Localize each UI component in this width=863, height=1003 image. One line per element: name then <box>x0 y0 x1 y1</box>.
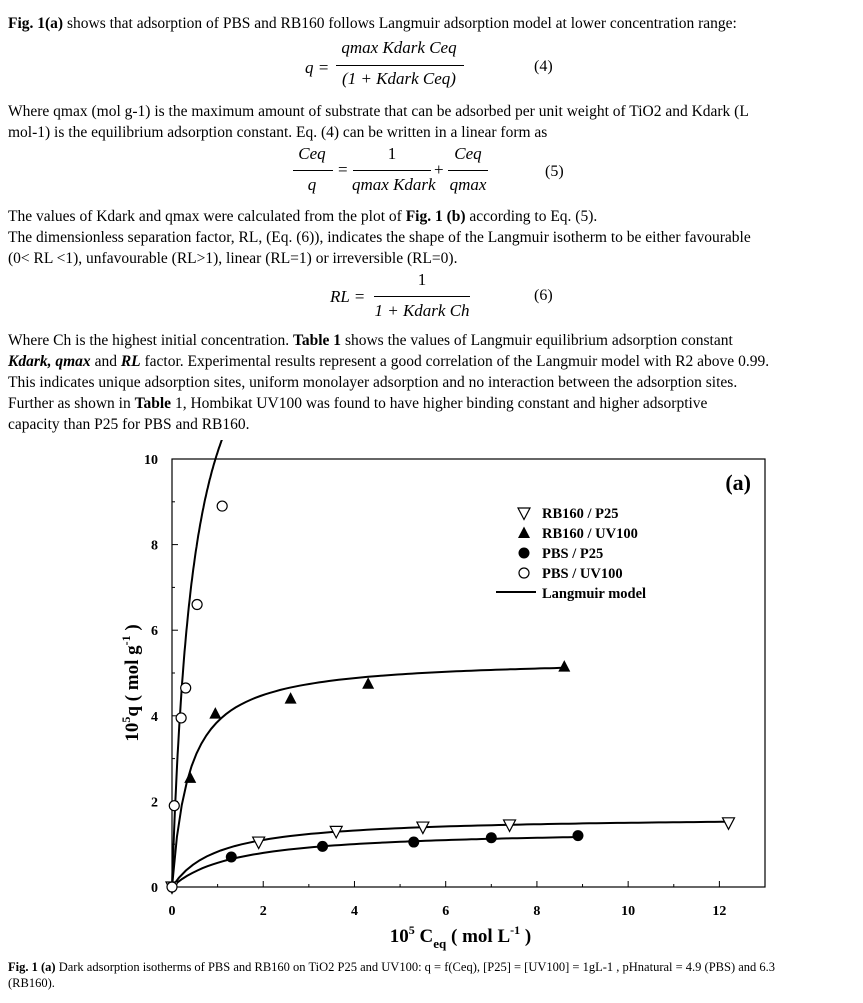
y-tick-label: 0 <box>151 881 158 896</box>
y-tick-label: 2 <box>151 795 158 811</box>
eq5-number: (5) <box>545 163 564 180</box>
para4-line4: Further as shown in Table 1, Hombikat UV100 was found to have higher binding constant and higher adsorptive <box>8 395 708 412</box>
eq6-denominator: 1 + Kdark Ch <box>374 301 470 320</box>
legend-marker <box>518 508 530 520</box>
y-tick-label: 10 <box>144 453 158 468</box>
x-axis-label: $10^5$ $C_{eq}$ ( mol $L^{-1}$ ) <box>389 923 532 951</box>
x-tick-label: 12 <box>712 904 727 919</box>
para4-line2: Kdark, qmax and RL factor. Experimental results represent a good correlation of the Langmuir model with R2 above 0.99. <box>8 353 770 370</box>
data-point-pbs-uv100 <box>167 882 177 892</box>
legend-marker <box>518 527 530 539</box>
data-point-pbs-uv100 <box>181 683 191 693</box>
data-point-rb160-p25 <box>253 837 265 849</box>
eq6-fraction-bar <box>374 296 470 297</box>
eq5-t2-den: qmax <box>449 175 487 194</box>
legend-label: Langmuir model <box>542 586 647 602</box>
x-tick-label: 4 <box>350 904 358 919</box>
para3-line1: The values of Kdark and qmax were calculated from the plot of Fig. 1 (b) according to Eq. (5). <box>8 208 598 225</box>
eq5-plus: + <box>434 160 444 179</box>
legend-label: RB160 / UV100 <box>542 526 638 542</box>
x-tick-label: 0 <box>168 904 176 919</box>
eq6-numerator: 1 <box>417 270 427 289</box>
eq5-equals: = <box>338 160 348 179</box>
eq4-number: (4) <box>534 58 553 75</box>
data-point-pbs-p25 <box>486 832 497 843</box>
eq5-bar-3 <box>448 170 488 171</box>
para4-line3: This indicates unique adsorption sites, uniform monolayer adsorption and no interaction between the adsorption sites. <box>8 374 738 391</box>
legend-label: PBS / UV100 <box>542 566 623 582</box>
data-point-rb160-uv100 <box>362 677 374 689</box>
data-point-rb160-uv100 <box>558 660 570 672</box>
eq6-lhs: RL = <box>330 287 366 306</box>
x-tick-label: 6 <box>442 904 450 919</box>
figure-caption-line2: (RB160). <box>8 976 55 990</box>
eq5-lhs-num: Ceq <box>298 144 326 163</box>
data-point-pbs-uv100 <box>176 713 186 723</box>
fig-ref: Fig. 1(a) <box>8 15 64 32</box>
panel-label: (a) <box>725 470 751 495</box>
x-tick-label: 2 <box>259 904 267 919</box>
data-point-rb160-p25 <box>723 818 735 830</box>
y-tick-label: 4 <box>151 709 158 725</box>
x-tick-label: 8 <box>533 904 541 919</box>
eq6-number: (6) <box>534 287 553 304</box>
x-tick-label: 10 <box>621 904 636 919</box>
data-point-rb160-uv100 <box>209 707 221 719</box>
eq4-fraction-bar <box>336 65 464 66</box>
y-tick-label: 8 <box>151 538 158 554</box>
legend-marker <box>519 548 530 559</box>
figure-caption-line1: Fig. 1 (a) Dark adsorption isotherms of PBS and RB160 on TiO2 P25 and UV100: q = f(Ceq), [P25] = [UV100] = 1gL-1 , pHnatural = 4.9 (PBS) and 6.3 <box>8 960 776 974</box>
eq5-t1-num: 1 <box>387 144 397 163</box>
para4-line1: Where Ch is the highest initial concentration. Table 1 shows the values of Langmuir equilibrium adsorption constant <box>8 332 733 349</box>
data-point-rb160-uv100 <box>184 771 196 783</box>
para2-line2: mol-1) is the equilibrium adsorption constant. Eq. (4) can be written in a linear form as <box>8 124 548 141</box>
data-point-pbs-uv100 <box>217 501 227 511</box>
eq5-bar-1 <box>293 170 333 171</box>
para1: Fig. 1(a) shows that adsorption of PBS and RB160 follows Langmuir adsorption model at lower concentration range: <box>8 15 737 32</box>
legend-label: RB160 / P25 <box>542 506 619 522</box>
para3-line3: (0< RL <1), unfavourable (RL>1), linear (RL=1) or irreversible (RL=0). <box>8 250 458 267</box>
legend-label: PBS / P25 <box>542 546 604 562</box>
adsorption-isotherm-chart <box>0 440 863 960</box>
eq4-numerator: qmax Kdark Ceq <box>341 38 457 57</box>
data-point-pbs-p25 <box>408 837 419 848</box>
para2-line1: Where qmax (mol g-1) is the maximum amount of substrate that can be adsorbed per unit weight of TiO2 and Kdark (L <box>8 103 749 120</box>
eq4-lhs: q = <box>305 58 330 77</box>
y-tick-label: 6 <box>151 624 158 640</box>
eq5-bar-2 <box>353 170 431 171</box>
data-point-pbs-uv100 <box>169 801 179 811</box>
eq5-t2-num: Ceq <box>454 144 482 163</box>
eq5-t1-den: qmax Kdark <box>352 175 436 194</box>
data-point-pbs-p25 <box>226 852 237 863</box>
y-axis-label: $10^5q$ ( mol $g^{-1}$ ) <box>119 624 143 742</box>
legend-marker <box>519 568 529 578</box>
eq5-lhs-den: q <box>307 175 317 194</box>
data-point-pbs-uv100 <box>192 600 202 610</box>
data-point-pbs-p25 <box>572 830 583 841</box>
data-point-pbs-p25 <box>317 841 328 852</box>
data-point-rb160-uv100 <box>285 692 297 704</box>
para4-line5: capacity than P25 for PBS and RB160. <box>8 416 250 433</box>
para3-line2: The dimensionless separation factor, RL, (Eq. (6)), indicates the shape of the Langmuir isotherm to be either favourable <box>8 229 751 246</box>
eq4-denominator: (1 + Kdark Ceq) <box>342 69 456 88</box>
